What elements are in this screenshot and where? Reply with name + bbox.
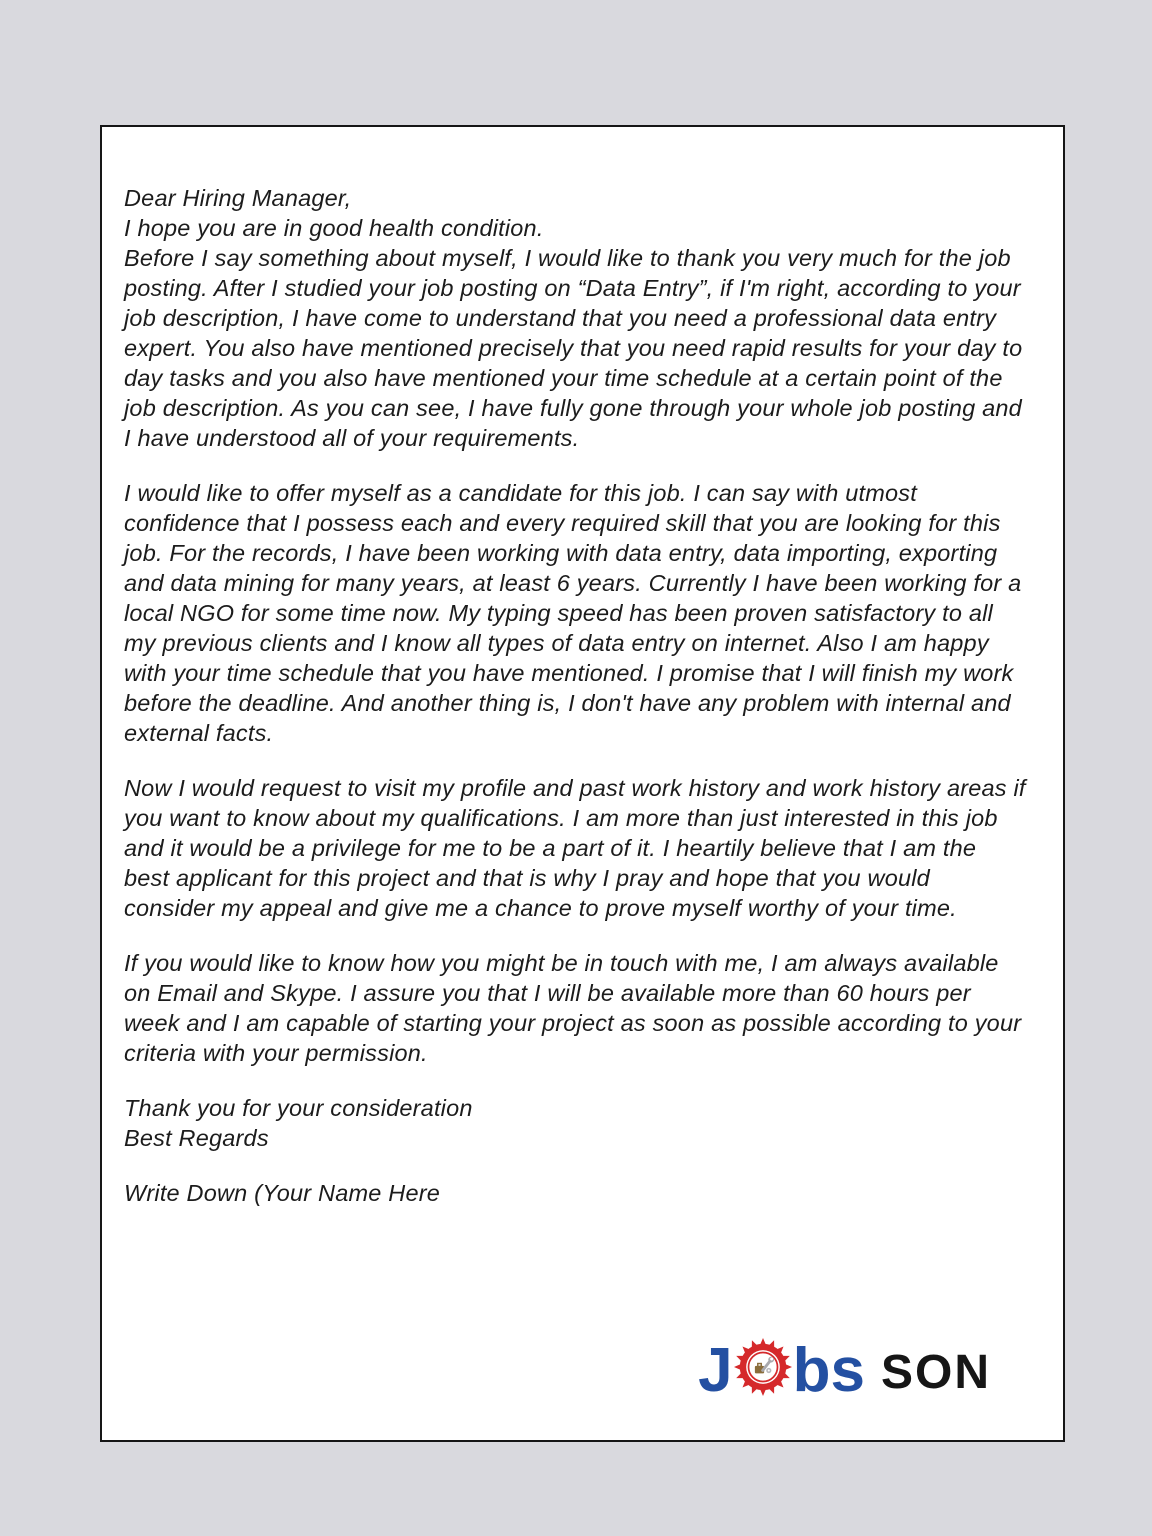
- letter-page: [100, 125, 1065, 1442]
- regards-line: Best Regards: [124, 1125, 269, 1151]
- signature-line: Write Down (Your Name Here: [124, 1180, 441, 1206]
- greeting-line: Dear Hiring Manager,: [124, 185, 352, 211]
- logo-son-text: SON: [880, 1346, 991, 1399]
- logo-j: J: [698, 1336, 733, 1405]
- intro-paragraph: Before I say something about myself, I would like to thank you very much for the job posting. After I studied your job posting on “Data Entry”, if I'm right, according to your job description, I have come to understand that you need a professional data entry expert. You also have mentioned precisely that you need rapid results for your day to day tasks and you also have mentioned your time schedule at a certain point of the job description. As you can see, I have fully gone through your whole job posting and I have understood all of your requirements.: [124, 245, 1023, 451]
- letter-body: [102, 127, 1063, 1208]
- health-line: I hope you are in good health condition.: [124, 215, 544, 241]
- thanks-line: Thank you for your consideration: [124, 1095, 473, 1121]
- offer-paragraph: I would like to offer myself as a candidate for this job. I can say with utmost confidence that I possess each and every required skill that you are looking for this job. For the records, I have been working with data entry, data importing, exporting and data mining for many years, at least 6 years. Currently I have been working for a local NGO for some time now. My typing speed has been proven satisfactory to all my previous clients and I know all types of data entry on internet. Also I am happy with your time schedule that you have mentioned. I promise that I will finish my work before the deadline. And another thing is, I don't have any problem with internal and external facts.: [124, 480, 1022, 746]
- logo-jobs-text: [698, 1336, 865, 1405]
- contact-paragraph: If you would like to know how you might be in touch with me, I am always available on Email and Skype. I assure you that I will be available more than 60 hours per week and I am capable of starting your project as soon as possible according to your criteria with your permission.: [124, 950, 1022, 1066]
- gear-icon: [734, 1338, 792, 1396]
- request-paragraph: Now I would request to visit my profile and past work history and work history areas if you want to know about my qualifications. I am more than just interested in this job and it would be a privilege for me to be a part of it. I heartily believe that I am the best applicant for this project and that is why I pray and hope that you would consider my appeal and give me a chance to prove myself worthy of your time.: [124, 775, 1026, 921]
- logo-bs: bs: [792, 1336, 865, 1405]
- jobsson-logo: [698, 1336, 991, 1405]
